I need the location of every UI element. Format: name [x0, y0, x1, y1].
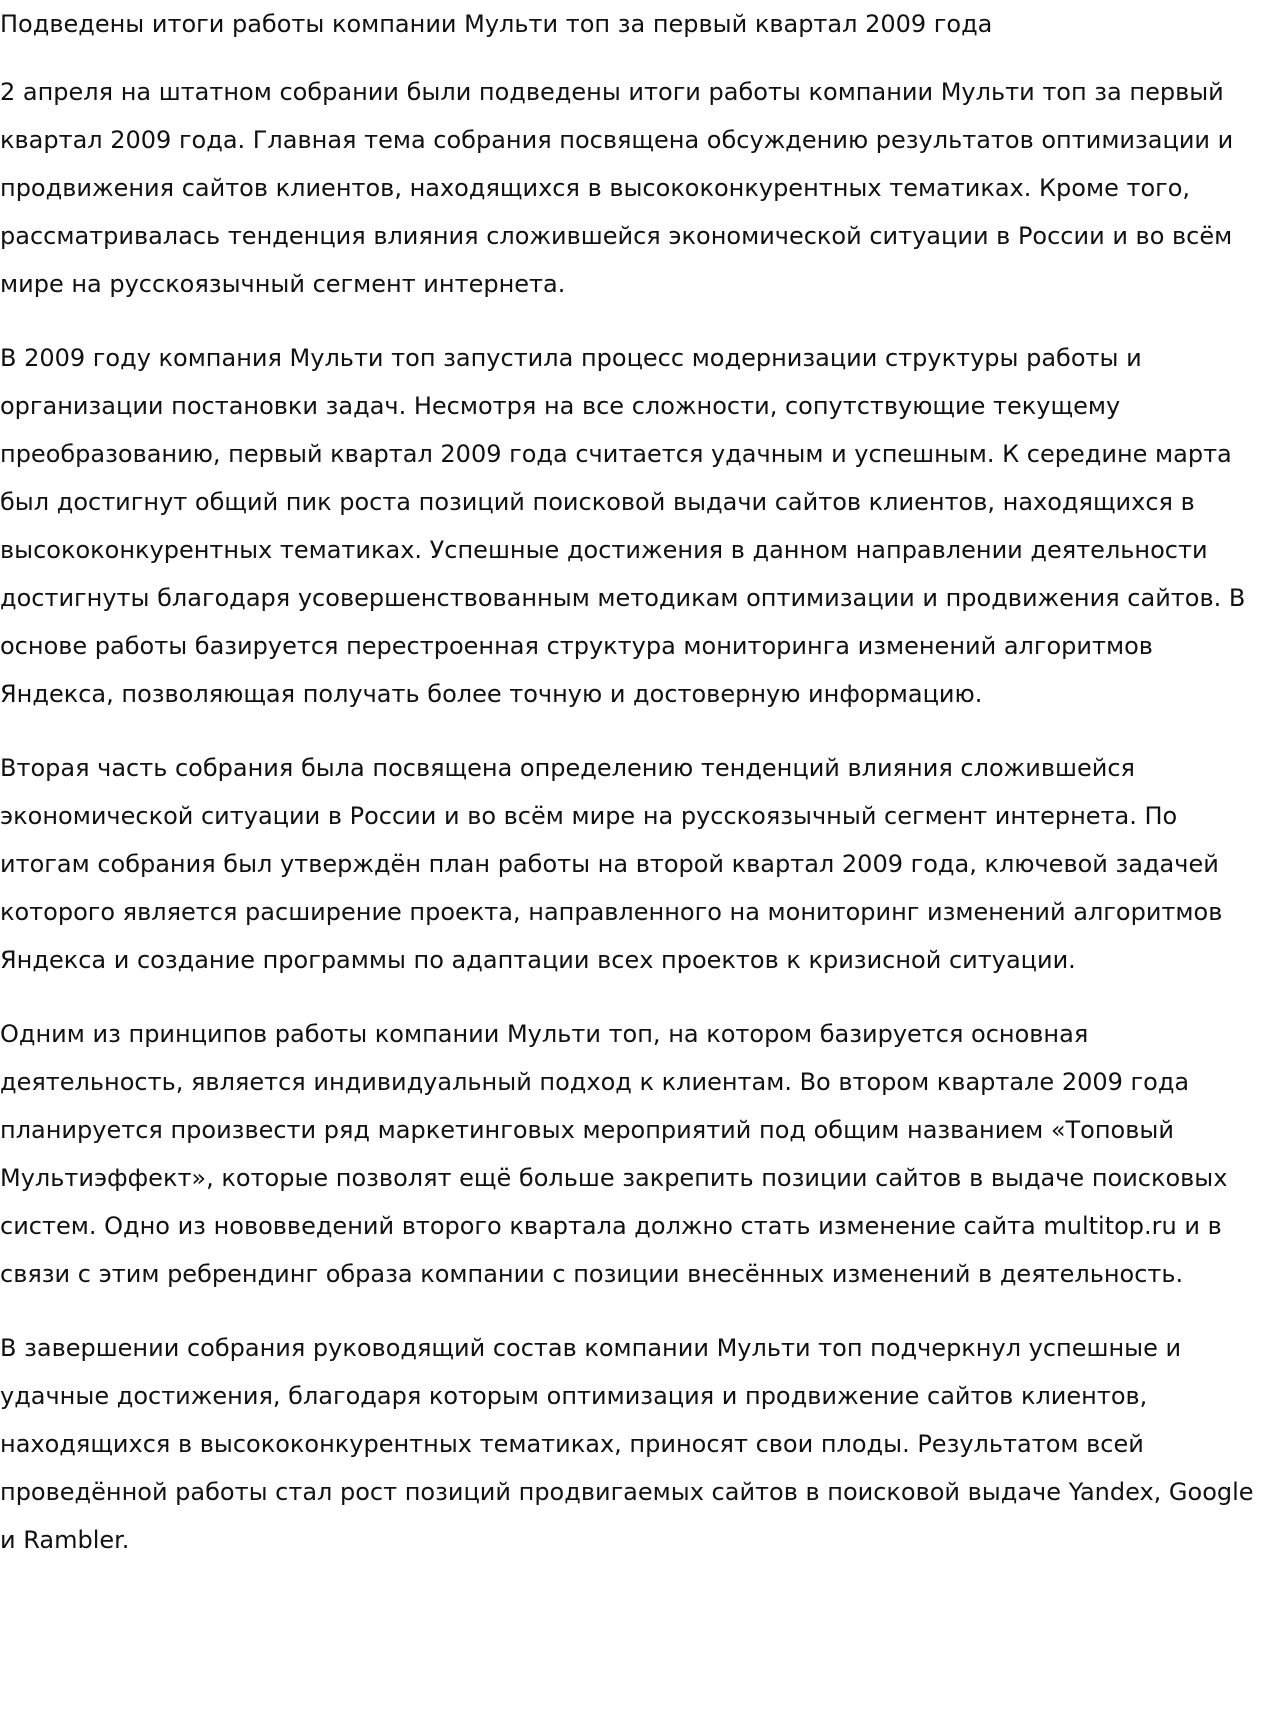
paragraph-4: Одним из принципов работы компании Мульти топ, на котором базируется основная деятельность, является индивидуальный подход к клиентам. Во втором квартале 2009 года планируется произвести ряд маркетинговых мероприятий под общим названием «Топовый Мультиэффект», которые позволят ещё больше закрепить позиции сайтов в выдаче поисковых систем. Одно из нововведений второго квартала должно стать изменение сайта multitop.ru и в связи с этим ребрендинг образа компании с позиции внесённых изменений в деятельность. [0, 1020, 1228, 1288]
paragraph-2: В 2009 году компания Мульти топ запустила процесс модернизации структуры работы и организации постановки задач. Несмотря на все сложности, сопутствующие текущему преобразованию, первый квартал 2009 года считается удачным и успешным. К середине марта был достигнут общий пик роста позиций поисковой выдачи сайтов клиентов, находящихся в высококонкурентных тематиках. Успешные достижения в данном направлении деятельности достигнуты благодаря усовершенствованным методикам оптимизации и продвижения сайтов. В основе работы базируется перестроенная структура мониторинга изменений алгоритмов Яндекса, позволяющая получать более точную и достоверную информацию. [0, 344, 1246, 708]
paragraph-5: В завершении собрания руководящий состав компании Мульти топ подчеркнул успешные и удачные достижения, благодаря которым оптимизация и продвижение сайтов клиентов, находящихся в высококонкурентных тематиках, приносят свои плоды. Результатом всей проведённой работы стал рост позиций продвигаемых сайтов в поисковой выдаче Yandex, Google и Rambler. [0, 1334, 1254, 1554]
article-title: Подведены итоги работы компании Мульти топ за первый квартал 2009 года [0, 10, 993, 38]
paragraph-1: 2 апреля на штатном собрании были подведены итоги работы компании Мульти топ за первый квартал 2009 года. Главная тема собрания посвящена обсуждению результатов оптимизации и продвижения сайтов клиентов, находящихся в высококонкурентных тематиках. Кроме того, рассматривалась тенденция влияния сложившейся экономической ситуации в России и во всём мире на русскоязычный сегмент интернета. [0, 78, 1234, 298]
paragraph-3: Вторая часть собрания была посвящена определению тенденций влияния сложившейся экономической ситуации в России и во всём мире на русскоязычный сегмент интернета. По итогам собрания был утверждён план работы на второй квартал 2009 года, ключевой задачей которого является расширение проекта, направленного на мониторинг изменений алгоритмов Яндекса и создание программы по адаптации всех проектов к кризисной ситуации. [0, 754, 1223, 974]
